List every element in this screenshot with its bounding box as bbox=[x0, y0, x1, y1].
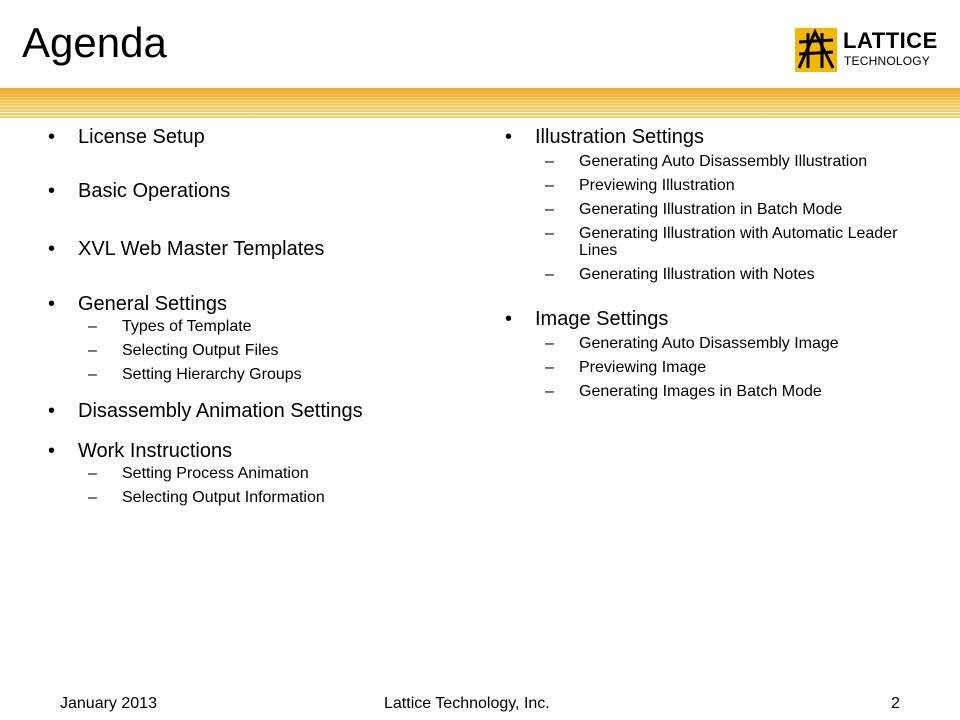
dash-icon: – bbox=[545, 359, 554, 376]
bullet-icon: • bbox=[48, 400, 56, 422]
agenda-subitem-label: Previewing Image bbox=[579, 359, 707, 376]
agenda-subitem-label: Selecting Output Information bbox=[122, 489, 325, 506]
bullet-icon: • bbox=[48, 126, 56, 148]
agenda-subitem bbox=[545, 201, 935, 218]
slide-title: Agenda bbox=[22, 19, 167, 66]
bullet-icon: • bbox=[505, 126, 513, 148]
agenda-subitem-label: Selecting Output Files bbox=[122, 342, 279, 359]
agenda-item-general-settings bbox=[48, 292, 468, 316]
dash-icon: – bbox=[545, 201, 554, 218]
agenda-item-label: Work Instructions bbox=[78, 440, 233, 462]
agenda-subitem-label: Generating Auto Disassembly Illustration bbox=[579, 153, 868, 170]
agenda-subitem-label: Generating Illustration with Automatic Leader Lines bbox=[579, 225, 898, 259]
agenda-item-disassembly-animation-settings bbox=[48, 399, 468, 423]
logo-subtitle: TECHNOLOGY bbox=[844, 54, 931, 68]
lattice-logo bbox=[795, 28, 938, 73]
agenda-item-basic-operations bbox=[48, 179, 468, 203]
general-settings-subitems bbox=[48, 318, 468, 383]
bullet-icon: • bbox=[48, 440, 56, 462]
illustration-settings-subitems bbox=[505, 153, 935, 283]
agenda-item-illustration-settings bbox=[505, 125, 935, 149]
agenda-subitem bbox=[545, 177, 935, 194]
dash-icon: – bbox=[88, 489, 97, 506]
agenda-item-label: Basic Operations bbox=[78, 180, 231, 202]
agenda-subitem bbox=[545, 225, 935, 259]
dash-icon: – bbox=[545, 177, 554, 194]
dash-icon: – bbox=[88, 342, 97, 359]
agenda-item-label: General Settings bbox=[78, 293, 227, 315]
bullet-icon: • bbox=[505, 308, 513, 330]
work-instructions-subitems bbox=[48, 465, 468, 506]
agenda-subitem bbox=[88, 342, 468, 359]
logo-wordmark: LATTICE bbox=[843, 28, 938, 53]
agenda-item-label: Illustration Settings bbox=[535, 126, 704, 148]
bullet-icon: • bbox=[48, 238, 56, 260]
agenda-subitem bbox=[88, 366, 468, 383]
agenda-subitem-label: Generating Images in Batch Mode bbox=[579, 383, 822, 400]
dash-icon: – bbox=[88, 318, 97, 335]
agenda-subitem-label: Previewing Illustration bbox=[579, 177, 735, 194]
bullet-icon: • bbox=[48, 180, 56, 202]
agenda-subitem-label: Generating Illustration in Batch Mode bbox=[579, 201, 843, 218]
agenda-subitem bbox=[545, 153, 935, 170]
agenda-item-label: Disassembly Animation Settings bbox=[78, 400, 363, 422]
agenda-subitem bbox=[545, 383, 935, 400]
dash-icon: – bbox=[545, 153, 554, 170]
dash-icon: – bbox=[545, 266, 554, 283]
agenda-right-column bbox=[505, 125, 935, 407]
dash-icon: – bbox=[545, 225, 554, 242]
footer-date: January 2013 bbox=[60, 695, 157, 712]
header-accent-band bbox=[0, 88, 960, 118]
agenda-subitem-label: Generating Auto Disassembly Image bbox=[579, 335, 839, 352]
agenda-subitem bbox=[88, 465, 468, 482]
agenda-subitem-label: Generating Illustration with Notes bbox=[579, 266, 815, 283]
agenda-item-label: License Setup bbox=[78, 126, 205, 148]
agenda-subitem-label: Types of Template bbox=[122, 318, 252, 335]
agenda-subitem bbox=[545, 359, 935, 376]
dash-icon: – bbox=[88, 465, 97, 482]
agenda-item-work-instructions bbox=[48, 439, 468, 463]
agenda-subitem-label: Setting Hierarchy Groups bbox=[122, 366, 302, 383]
agenda-subitem bbox=[88, 318, 468, 335]
dash-icon: – bbox=[545, 383, 554, 400]
dash-icon: – bbox=[545, 335, 554, 352]
bullet-icon: • bbox=[48, 293, 56, 315]
dash-icon: – bbox=[88, 366, 97, 383]
agenda-subitem bbox=[545, 335, 935, 352]
agenda-item-license-setup bbox=[48, 125, 468, 149]
agenda-item-label: XVL Web Master Templates bbox=[78, 238, 325, 260]
agenda-item-xvl-web-master-templates bbox=[48, 237, 468, 261]
agenda-subitem-label: Setting Process Animation bbox=[122, 465, 309, 482]
footer-company: Lattice Technology, Inc. bbox=[384, 695, 550, 712]
agenda-item-image-settings bbox=[505, 307, 935, 331]
image-settings-subitems bbox=[505, 335, 935, 400]
agenda-subitem bbox=[545, 266, 935, 283]
footer-page-number: 2 bbox=[891, 695, 900, 712]
agenda-item-label: Image Settings bbox=[535, 308, 669, 330]
lattice-logo-icon bbox=[795, 28, 837, 72]
agenda-left-column bbox=[48, 125, 468, 513]
agenda-subitem bbox=[88, 489, 468, 506]
